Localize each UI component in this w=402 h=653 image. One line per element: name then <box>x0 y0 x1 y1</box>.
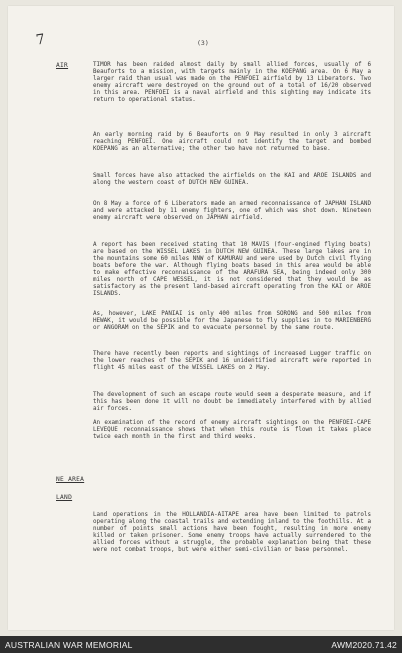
paragraph-6: As, however, LAKE PANIAI is only 400 miles from SORONG and 500 miles from HEWAK, it would be possible for the Japanese to fly supplies in to MARIENBERG or ANGORAM on the SEPIK and to evacuate personnel by the same route. <box>93 311 371 331</box>
heading-land: LAND <box>56 494 73 501</box>
paragraph-8: The development of such an escape route would seem a desperate measure, and if this has been done it will no doubt be immediately interfered with by allied air forces. <box>93 392 371 412</box>
paragraph-3: Small forces have also attacked the airfields on the KAI and AROE ISLANDS and along the western coast of DUTCH NEW GUINEA. <box>93 173 371 186</box>
paragraph-9: An examination of the record of enemy aircraft sightings on the PENFOEI-CAPE LEVEQUE reconnaissance shows that when this route is flown it takes place twice each month in the first and third weeks. <box>93 420 371 440</box>
page-number: (3) <box>197 39 209 47</box>
paragraph-10: Land operations in the HOLLANDIA-AITAPE area have been limited to patrols operating along the coastal trails and extending inland to the foothills. At a number of points small actions have been fought, resulting in more enemy killed or taken prisoner. Some enemy troops have actually surrendered to the allied forces without a struggle, the probable explanation being that these were not combat troops, but were either semi-civilian or base personnel. <box>93 512 371 553</box>
document-page <box>8 6 394 630</box>
footer-bar <box>0 636 402 653</box>
footer-accession-number: AWM2020.71.42 <box>331 639 397 650</box>
paragraph-2: An early morning raid by 6 Beauforts on 9 May resulted in only 3 aircraft reaching PENFOEI. One aircraft could not identify the target and bombed KOEPANG as an alternative; the other two have not returned to base. <box>93 132 371 152</box>
paragraph-1: TIMOR has been raided almost daily by small allied forces, usually of 6 Beauforts to a mission, with targets mainly in the KOEPANG area. On 6 May a larger raid than usual was made on the PENFOEI airfield by 13 Liberators. Two enemy aircraft were destroyed on the ground out of a total of 16/20 observed in this area. PENFOEI is a naval airfield and this sighting may indicate its return to operational status. <box>93 62 371 103</box>
paragraph-7: There have recently been reports and sightings of increased Lugger traffic on the lower reaches of the SEPIK and 16 unidentified aircraft were reported in flight 45 miles east of the WISSEL LAKES on 2 May. <box>93 351 371 371</box>
handwritten-mark: 7 <box>34 31 46 49</box>
heading-ne-area: NE AREA <box>56 476 85 483</box>
paragraph-4: On 8 May a force of 6 Liberators made an armed reconnaissance of JAPHAN ISLAND and were attacked by 11 enemy fighters, one of which was shot down. Nineteen enemy aircraft were observed on JAPHAN airfield. <box>93 201 371 221</box>
heading-air: AIR <box>56 62 69 69</box>
footer-institution: AUSTRALIAN WAR MEMORIAL <box>5 639 133 650</box>
paragraph-5: A report has been received stating that 10 MAVIS (four-engined flying boats) are based on the WISSEL LAKES in DUTCH NEW GUINEA. These large lakes are in the mountains some 60 miles NNW of KAMURAU and were used by Dutch civil flying boats before the war. Although flying boats based in this area would be able to make effective reconnaissance of the ARAFURA SEA, being indeed only 300 miles north of CAPE WESSEL, it is not considered that they would be as satisfactory as the present land-based aircraft operating from the KAI or AROE ISLANDS. <box>93 242 371 297</box>
